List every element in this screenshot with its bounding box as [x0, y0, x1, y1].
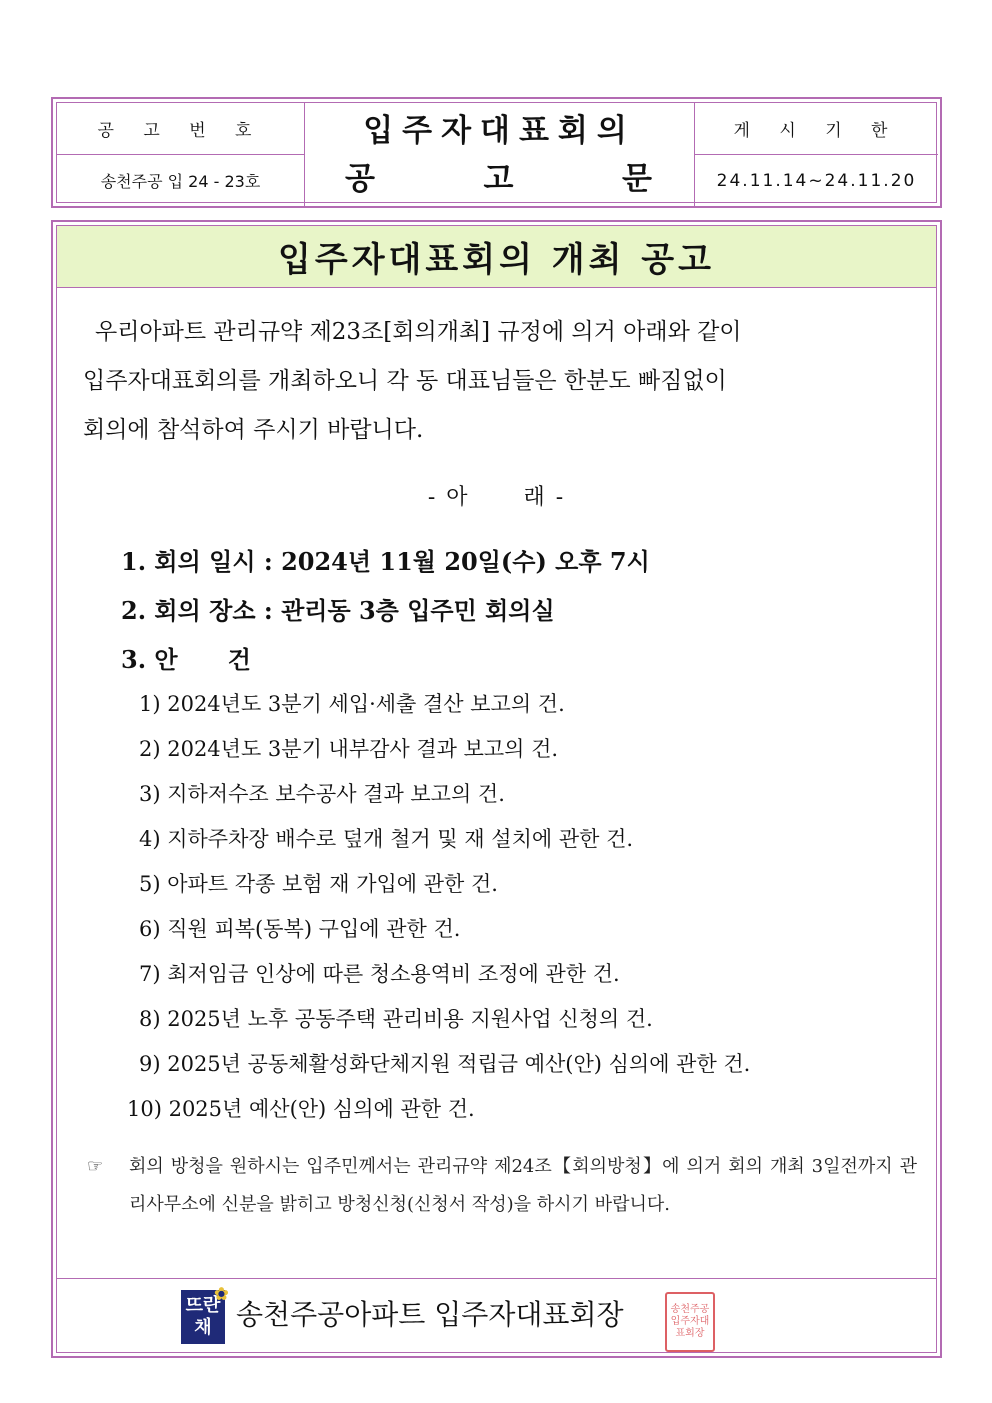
notice-title-cell: [305, 103, 695, 206]
observer-note: [87, 1148, 917, 1224]
intro-paragraph: [83, 308, 917, 455]
notice-banner-title: 입주자대표회의 개최 공고: [57, 226, 936, 288]
agenda-item-8: 8) 2025년 노후 공동주택 관리비용 지원사업 신청의 건.: [139, 1007, 653, 1031]
meeting-datetime: 1. 회의 일시 : 2024년 11월 20일(수) 오후 7시: [121, 547, 650, 576]
official-seal-stamp: 송천주공입주자대표회장: [665, 1292, 715, 1352]
title-char-1: 공: [345, 160, 375, 197]
notice-number-value: 송천주공 입 24 - 23호: [57, 155, 305, 206]
agenda-item-5: 5) 아파트 각종 보험 재 가입에 관한 건.: [139, 872, 498, 896]
title-char-3: 문: [622, 160, 652, 197]
notice-body-inner: [56, 225, 937, 1353]
title-char-2: 고: [483, 160, 514, 197]
meeting-place: 2. 회의 장소 : 관리동 3층 입주민 회의실: [121, 596, 555, 625]
pointing-hand-icon: ☞: [87, 1156, 104, 1177]
flower-icon: ✿: [213, 1284, 229, 1305]
intro-line-2: 입주자대표회의를 개최하오니 각 동 대표님들은 한분도 빠짐없이: [83, 368, 727, 394]
notice-title-line2: [305, 155, 694, 203]
signature-text: 송천주공아파트 입주자대표회장: [236, 1298, 624, 1331]
observer-note-text: 회의 방청을 원하시는 입주민께서는 관리규약 제24조【회의방청】에 의거 회의 개최 3일전까지 관리사무소에 신분을 밝히고 방청신청(신청서 작성)을 하시기 바랍니다.: [129, 1156, 917, 1215]
logo-line-2: 채: [194, 1317, 212, 1338]
notice-header-table: [51, 97, 942, 208]
posting-period-value: 24.11.14~24.11.20: [716, 170, 917, 191]
below-heading: - 아 래 -: [427, 485, 566, 510]
notice-title-line1: 입주자대표회의: [363, 112, 636, 149]
logo-line-1: 뜨란: [185, 1295, 221, 1316]
agenda-item-7: 7) 최저임금 인상에 따른 청소용역비 조정에 관한 건.: [139, 962, 620, 986]
agenda-item-10: 10) 2025년 예산(안) 심의에 관한 건.: [127, 1097, 475, 1121]
agenda-item-1: 1) 2024년도 3분기 세입·세출 결산 보고의 건.: [139, 692, 565, 716]
intro-line-3: 회의에 참석하여 주시기 바랍니다.: [83, 417, 424, 443]
agenda-item-3: 3) 지하저수조 보수공사 결과 보고의 건.: [139, 782, 505, 806]
agenda-item-6: 6) 직원 피복(동복) 구입에 관한 건.: [139, 917, 461, 941]
notice-number-label: 공 고 번 호: [57, 103, 305, 155]
notice-body-box: [51, 220, 942, 1358]
posting-period-label: 게 시 기 한: [695, 103, 938, 155]
apartment-logo: [181, 1284, 229, 1344]
agenda-heading: 3. 안 건: [121, 645, 251, 674]
agenda-item-2: 2) 2024년도 3분기 내부감사 결과 보고의 건.: [139, 737, 559, 761]
notice-header-inner: [56, 102, 937, 203]
agenda-item-4: 4) 지하주차장 배수로 덮개 철거 및 재 설치에 관한 건.: [139, 827, 634, 851]
intro-line-1: 우리아파트 관리규약 제23조[회의개최] 규정에 의거 아래와 같이: [95, 319, 742, 345]
agenda-item-9: 9) 2025년 공동체활성화단체지원 적립금 예산(안) 심의에 관한 건.: [139, 1052, 751, 1076]
